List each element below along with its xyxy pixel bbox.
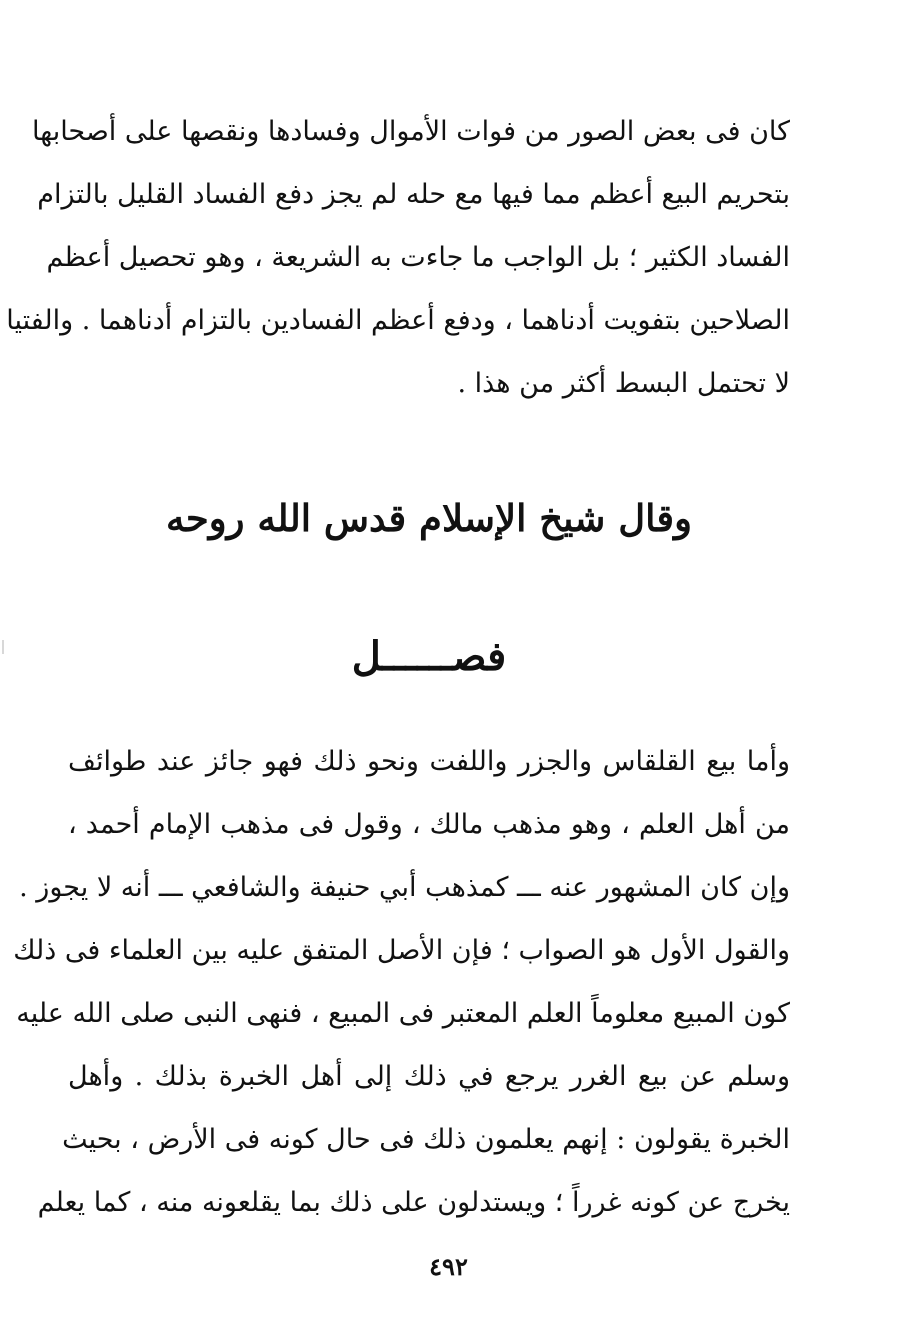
page-number: ٤٩٢ <box>429 1252 468 1281</box>
chapter-heading: وقال شيخ الإسلام قدس الله روحه <box>166 496 692 540</box>
text-line: وأما بيع القلقاس والجزر واللفت ونحو ذلك فهو جائز عند طوائف <box>68 746 790 777</box>
text-line: الفساد الكثير ؛ بل الواجب ما جاءت به الشريعة ، وهو تحصيل أعظم <box>46 242 790 273</box>
paragraph-opening <box>6 100 790 415</box>
paragraph-main <box>13 730 790 1234</box>
text-line: كون المبيع معلوماً العلم المعتبر فى المبيع ، فنهى النبى صلى الله عليه <box>16 998 790 1029</box>
text-line: والقول الأول هو الصواب ؛ فإن الأصل المتفق عليه بين العلماء فى ذلك <box>13 935 790 966</box>
text-line: كان فى بعض الصور من فوات الأموال وفسادها ونقصها على أصحابها <box>32 116 790 147</box>
text-line: وإن كان المشهور عنه ـــ كمذهب أبي حنيفة والشافعي ـــ أنه لا يجوز . <box>19 872 790 903</box>
text-line: لا تحتمل البسط أكثر من هذا . <box>457 368 790 399</box>
scan-edge-mark <box>2 640 4 654</box>
text-line: بتحريم البيع أعظم مما فيها مع حله لم يجز دفع الفساد القليل بالتزام <box>37 179 790 210</box>
text-line: من أهل العلم ، وهو مذهب مالك ، وقول فى مذهب الإمام أحمد ، <box>68 809 790 840</box>
text-line: يخرج عن كونه غرراً ؛ ويستدلون على ذلك بما يقلعونه منه ، كما يعلم <box>37 1187 790 1218</box>
text-line: وسلم عن بيع الغرر يرجع في ذلك إلى أهل الخبرة بذلك . وأهل <box>68 1061 790 1092</box>
section-title: فصــــــل <box>351 633 507 680</box>
text-line: الخبرة يقولون : إنهم يعلمون ذلك فى حال كونه فى الأرض ، بحيث <box>62 1124 790 1155</box>
text-line: الصلاحين بتفويت أدناهما ، ودفع أعظم الفسادين بالتزام أدناهما . والفتيا <box>6 305 790 336</box>
